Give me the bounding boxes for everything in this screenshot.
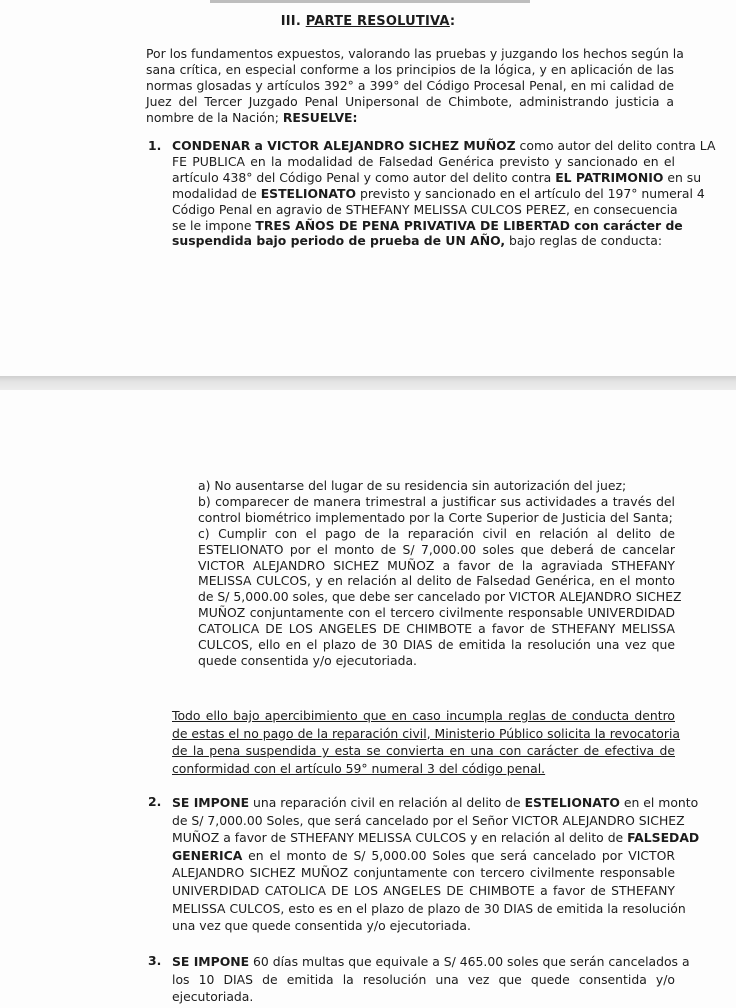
item-2-line — [172, 829, 700, 847]
warning-line: de la pena suspendida y esta se convierta en una con carácter de efectiva de — [172, 743, 675, 758]
rule-a: a) No ausentarse del lugar de su residencia sin autorización del juez; — [198, 478, 627, 493]
generica-text: GENERICA — [172, 847, 243, 863]
rule-c-line: quede consentida y/o ejecutoriada. — [198, 652, 417, 668]
item-2-line: de S/ 7,000.00 Soles, que será cancelado por el Señor VICTOR ALEJANDRO SICHEZ — [172, 812, 685, 828]
estelionato-text: ESTELIONATO — [524, 795, 620, 810]
warning-line: Todo ello bajo apercibimiento que en caso incumpla reglas de conducta dentro — [172, 708, 675, 723]
item-2-text: MUÑOZ a favor de STHEFANY MELISSA CULCOS y en relación al delito de — [172, 830, 628, 846]
item-3-line — [172, 953, 690, 971]
item-1-line: FE PUBLICA en la modalidad de Falsedad Genérica previsto y sancionado en el — [172, 153, 675, 169]
rule-c-line: ESTELIONATO por el monto de S/ 7,000.00 soles que deberá de cancelar — [198, 541, 675, 557]
item-2-line: ALEJANDRO SICHEZ MUÑOZ conjuntamente con tercero civilmente responsable — [172, 865, 675, 881]
falsedad-text: FALSEDAD — [627, 830, 700, 846]
item-3-paragraph — [172, 953, 690, 1006]
item-1-text: en su — [663, 169, 702, 185]
item-3-text: 60 días multas que equivale a S/ 465.00 soles que serán cancelados a — [249, 954, 690, 969]
resuelve-label: RESUELVE: — [282, 109, 358, 125]
rule-c-line: de S/ 5,000.00 soles, que debe ser cancelado por VICTOR ALEJANDRO SICHEZ — [198, 589, 682, 605]
se-impone-text: SE IMPONE — [172, 795, 250, 810]
intro-text: nombre de la Nación; — [146, 109, 283, 125]
suspension-text: suspendida bajo periodo de prueba de UN AÑO, — [172, 233, 506, 249]
item-1-text: como autor del delito contra LA — [515, 138, 716, 153]
intro-line — [146, 110, 674, 126]
item-1-text: modalidad de — [172, 185, 261, 201]
item-1-paragraph — [172, 138, 716, 249]
condena-text: CONDENAR a VICTOR ALEJANDRO SICHEZ MUÑOZ — [172, 138, 516, 153]
rule-c-line: MELISSA CULCOS, y en relación al delito de Falsedad Genérica, en el monto — [198, 573, 675, 589]
item-1-number: 1. — [148, 138, 162, 153]
item-3-line: los 10 DIAS de emitida la resolución una vez que quede consentida y/o — [172, 971, 675, 987]
warning-line: de estas el no pago de la reparación civil, Ministerio Público solicita la revocatoria — [172, 725, 681, 741]
item-1-text: bajo reglas de conducta: — [505, 233, 663, 249]
previous-text-fragment — [210, 0, 530, 3]
item-2-line: UNIVERDIDAD CATOLICA DE LOS ANGELES DE CHIMBOTE a favor de STHEFANY — [172, 882, 675, 898]
rule-b-line: b) comparecer de manera trimestral a justificar sus actividades a través del — [198, 493, 675, 509]
item-2-line: una vez que quede consentida y/o ejecutoriada. — [172, 918, 471, 934]
item-2-text: en el monto de S/ 5,000.00 Soles que será cancelado por VICTOR — [242, 847, 675, 863]
section-title-colon: : — [449, 14, 456, 29]
item-3-line: ejecutoriada. — [172, 989, 254, 1005]
section-number: III. — [280, 14, 301, 29]
intro-line: Por los fundamentos expuestos, valorando las pruebas y juzgando los hechos según la — [146, 46, 684, 61]
item-2-number: 2. — [148, 794, 162, 809]
item-1-line — [172, 185, 705, 202]
item-3-number: 3. — [148, 953, 162, 968]
estelionato-text: ESTELIONATO — [260, 185, 357, 201]
page-gap — [0, 376, 736, 390]
item-1-line — [172, 169, 702, 186]
item-2-paragraph — [172, 794, 700, 935]
rule-c-line: MUÑOZ conjuntamente con el tercero civilmente responsable UNIVERDIDAD — [198, 605, 675, 621]
warning-line: conformidad con el artículo 59° numeral 3 del código penal. — [172, 760, 546, 776]
item-1-text: se le impone — [172, 217, 256, 233]
intro-line: normas glosadas y artículos 392° a 399° del Código Procesal Penal, en mi calidad de — [146, 77, 674, 93]
item-2-line — [172, 847, 675, 865]
item-1-text: previsto y sancionado en el artículo del 197° numeral 4 — [356, 185, 705, 201]
section-heading — [0, 14, 736, 29]
intro-line: Juez del Tercer Juzgado Penal Unipersonal de Chimbote, administrando justicia a — [146, 93, 674, 109]
rule-b-line: control biométrico implementado por la Corte Superior de Justicia del Santa; — [198, 509, 673, 525]
se-impone-text: SE IMPONE — [172, 954, 250, 969]
conduct-rules — [198, 478, 682, 669]
section-title: PARTE RESOLUTIVA — [305, 14, 450, 29]
rule-c-line: c) Cumplir con el pago de la reparación civil en relación al delito de — [198, 525, 675, 541]
rule-c-line: CULCOS, ello en el plazo de 30 DIAS de emitida la resolución una vez que — [198, 637, 675, 653]
item-2-line: MELISSA CULCOS, esto es en el plazo de plazo de 30 DIAS de emitida la resolución — [172, 900, 686, 916]
el-patrimonio-text: EL PATRIMONIO — [555, 169, 664, 185]
item-1-line — [172, 233, 675, 249]
item-2-text: en el monto — [619, 795, 699, 810]
rule-c-line: CATOLICA DE LOS ANGELES DE CHIMBOTE a favor de STHEFANY MELISSA — [198, 621, 675, 637]
rule-c-line: VICTOR ALEJANDRO SICHEZ MUÑOZ a favor de la agraviada STHEFANY — [198, 557, 675, 573]
item-2-line — [172, 794, 699, 812]
intro-line: sana crítica, en especial conforme a los principios de la lógica, y en aplicación de las — [146, 61, 674, 77]
item-1-line — [172, 217, 683, 234]
document-page-top — [0, 0, 736, 376]
document-page-bottom — [0, 390, 736, 1008]
item-2-text: una reparación civil en relación al delito de — [249, 795, 525, 810]
item-1-line — [172, 138, 716, 154]
warning-paragraph — [172, 707, 681, 777]
sentence-text: TRES AÑOS DE PENA PRIVATIVA DE LIBERTAD con carácter de — [255, 217, 683, 233]
item-1-line: Código Penal en agravio de STHEFANY MELISSA CULCOS PEREZ, en consecuencia — [172, 201, 678, 217]
item-1-text: artículo 438° del Código Penal y como autor del delito contra — [172, 169, 556, 185]
intro-paragraph — [146, 46, 684, 126]
